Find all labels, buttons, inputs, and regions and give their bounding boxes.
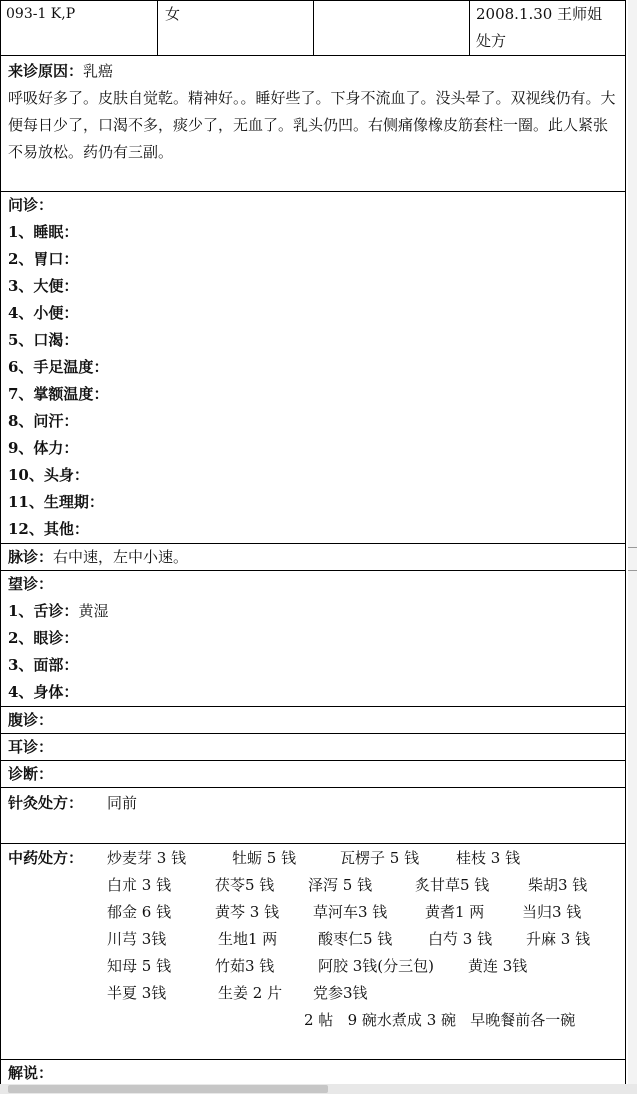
date-doctor: 2008.1.30 王师姐	[476, 5, 603, 23]
reason-text: 呼吸好多了。皮肤自觉乾。精神好。。睡好些了。下身不流血了。没头晕了。双视线仍有。大便每日少了，口渴不多，痰少了，无血了。乳头仍凹。右侧痛像橡皮筋套柱一圈。此人紧张不易放松。药仍有三副。	[8, 89, 616, 161]
header-divider-1	[157, 0, 158, 55]
tongue-label: 1、舌诊：	[8, 602, 79, 620]
herb-item: 炒麦芽 3 钱	[107, 849, 187, 867]
pulse-line	[8, 544, 188, 571]
header-bottom-border	[0, 55, 626, 56]
herb-item: 瓦楞子 5 钱	[340, 849, 420, 867]
diagnosis-label: 诊断：	[8, 765, 54, 783]
inquiry-item: 2、胃口：	[8, 250, 79, 268]
herb-item: 黄芩 3 钱	[215, 903, 280, 921]
pulse-bottom-border	[0, 570, 626, 571]
inquiry-item: 11、生理期：	[8, 493, 104, 511]
tongue-value: 黄湿	[78, 602, 109, 620]
herb-item: 半夏 3钱	[107, 984, 167, 1002]
inquiry-item: 4、小便：	[8, 304, 79, 322]
herb-item: 当归3 钱	[522, 903, 582, 921]
inquiry-item: 6、手足温度：	[8, 358, 109, 376]
inquiry-item: 9、体力：	[8, 439, 79, 457]
acupuncture-value: 同前	[107, 794, 138, 812]
herb-item: 泽泻 5 钱	[308, 876, 373, 894]
acupuncture-label: 针灸处方：	[8, 794, 84, 812]
inquiry-item: 7、掌额温度：	[8, 385, 109, 403]
patient-id: 093-1 K,P	[6, 6, 76, 22]
inquiry-item: 1、睡眠：	[8, 223, 79, 241]
herb-item: 生地1 两	[218, 930, 278, 948]
herb-item: 黄连 3钱	[468, 957, 528, 975]
herb-item: 党参3钱	[313, 984, 368, 1002]
inquiry-item: 12、其他：	[8, 520, 89, 538]
inquiry-item: 8、问汗：	[8, 412, 79, 430]
herb-item: 升麻 3 钱	[526, 930, 591, 948]
inquiry-title: 问诊：	[8, 196, 54, 214]
observe-title: 望诊：	[8, 575, 54, 593]
herb-item: 生姜 2 片	[218, 984, 283, 1002]
body-label: 4、身体：	[8, 683, 79, 701]
table-left-border	[0, 0, 1, 1094]
herb-item: 阿胶 3钱(分三包)	[318, 957, 435, 975]
tongue-line	[8, 598, 108, 625]
prescription-label: 处方	[476, 32, 507, 50]
herb-item: 茯苓5 钱	[215, 876, 275, 894]
herb-item: 酸枣仁5 钱	[318, 930, 393, 948]
herb-item: 柴胡3 钱	[528, 876, 588, 894]
acupuncture-bottom-border	[0, 843, 626, 844]
herb-item: 郁金 6 钱	[107, 903, 172, 921]
pulse-value: 右中速，左中小速。	[53, 548, 189, 566]
reason-line	[8, 58, 113, 85]
face-label: 3、面部：	[8, 656, 79, 674]
inquiry-item: 10、头身：	[8, 466, 89, 484]
ear-bottom-border	[0, 760, 626, 761]
inquiry-item: 5、口渴：	[8, 331, 79, 349]
reason-value: 乳癌	[83, 62, 114, 80]
herb-item: 草河车3 钱	[313, 903, 388, 921]
herb-item: 桂枝 3 钱	[456, 849, 521, 867]
header-divider-2	[313, 0, 314, 55]
inquiry-item: 3、大便：	[8, 277, 79, 295]
observe-bottom-border	[0, 706, 626, 707]
herb-item: 竹茹3 钱	[215, 957, 275, 975]
reason-bottom-border	[0, 191, 626, 192]
herbal-bottom-border	[0, 1059, 626, 1060]
abdomen-bottom-border	[0, 733, 626, 734]
explain-label: 解说：	[8, 1064, 54, 1082]
horizontal-scrollbar-thumb[interactable]	[8, 1085, 328, 1093]
ear-label: 耳诊：	[8, 738, 54, 756]
pulse-label: 脉诊：	[8, 548, 54, 566]
herbal-label: 中药处方：	[8, 849, 84, 867]
herb-item: 黄耆1 两	[425, 903, 485, 921]
scrollbar-tick	[628, 547, 637, 548]
herb-item: 知母 5 钱	[107, 957, 172, 975]
patient-gender: 女	[165, 5, 181, 23]
diagnosis-bottom-border	[0, 787, 626, 788]
herb-item: 牡蛎 5 钱	[232, 849, 297, 867]
header-divider-3	[469, 0, 470, 55]
herb-item: 炙甘草5 钱	[415, 876, 490, 894]
herb-item: 川芎 3钱	[107, 930, 167, 948]
herb-item: 白朮 3 钱	[107, 876, 172, 894]
abdomen-label: 腹诊：	[8, 711, 54, 729]
eye-label: 2、眼诊：	[8, 629, 79, 647]
dosage-instruction: 2 帖 9 碗水煮成 3 碗 早晚餐前各一碗	[304, 1011, 576, 1029]
scrollbar-tick	[628, 570, 637, 571]
reason-label: 来诊原因：	[8, 62, 84, 80]
herb-item: 白芍 3 钱	[428, 930, 493, 948]
